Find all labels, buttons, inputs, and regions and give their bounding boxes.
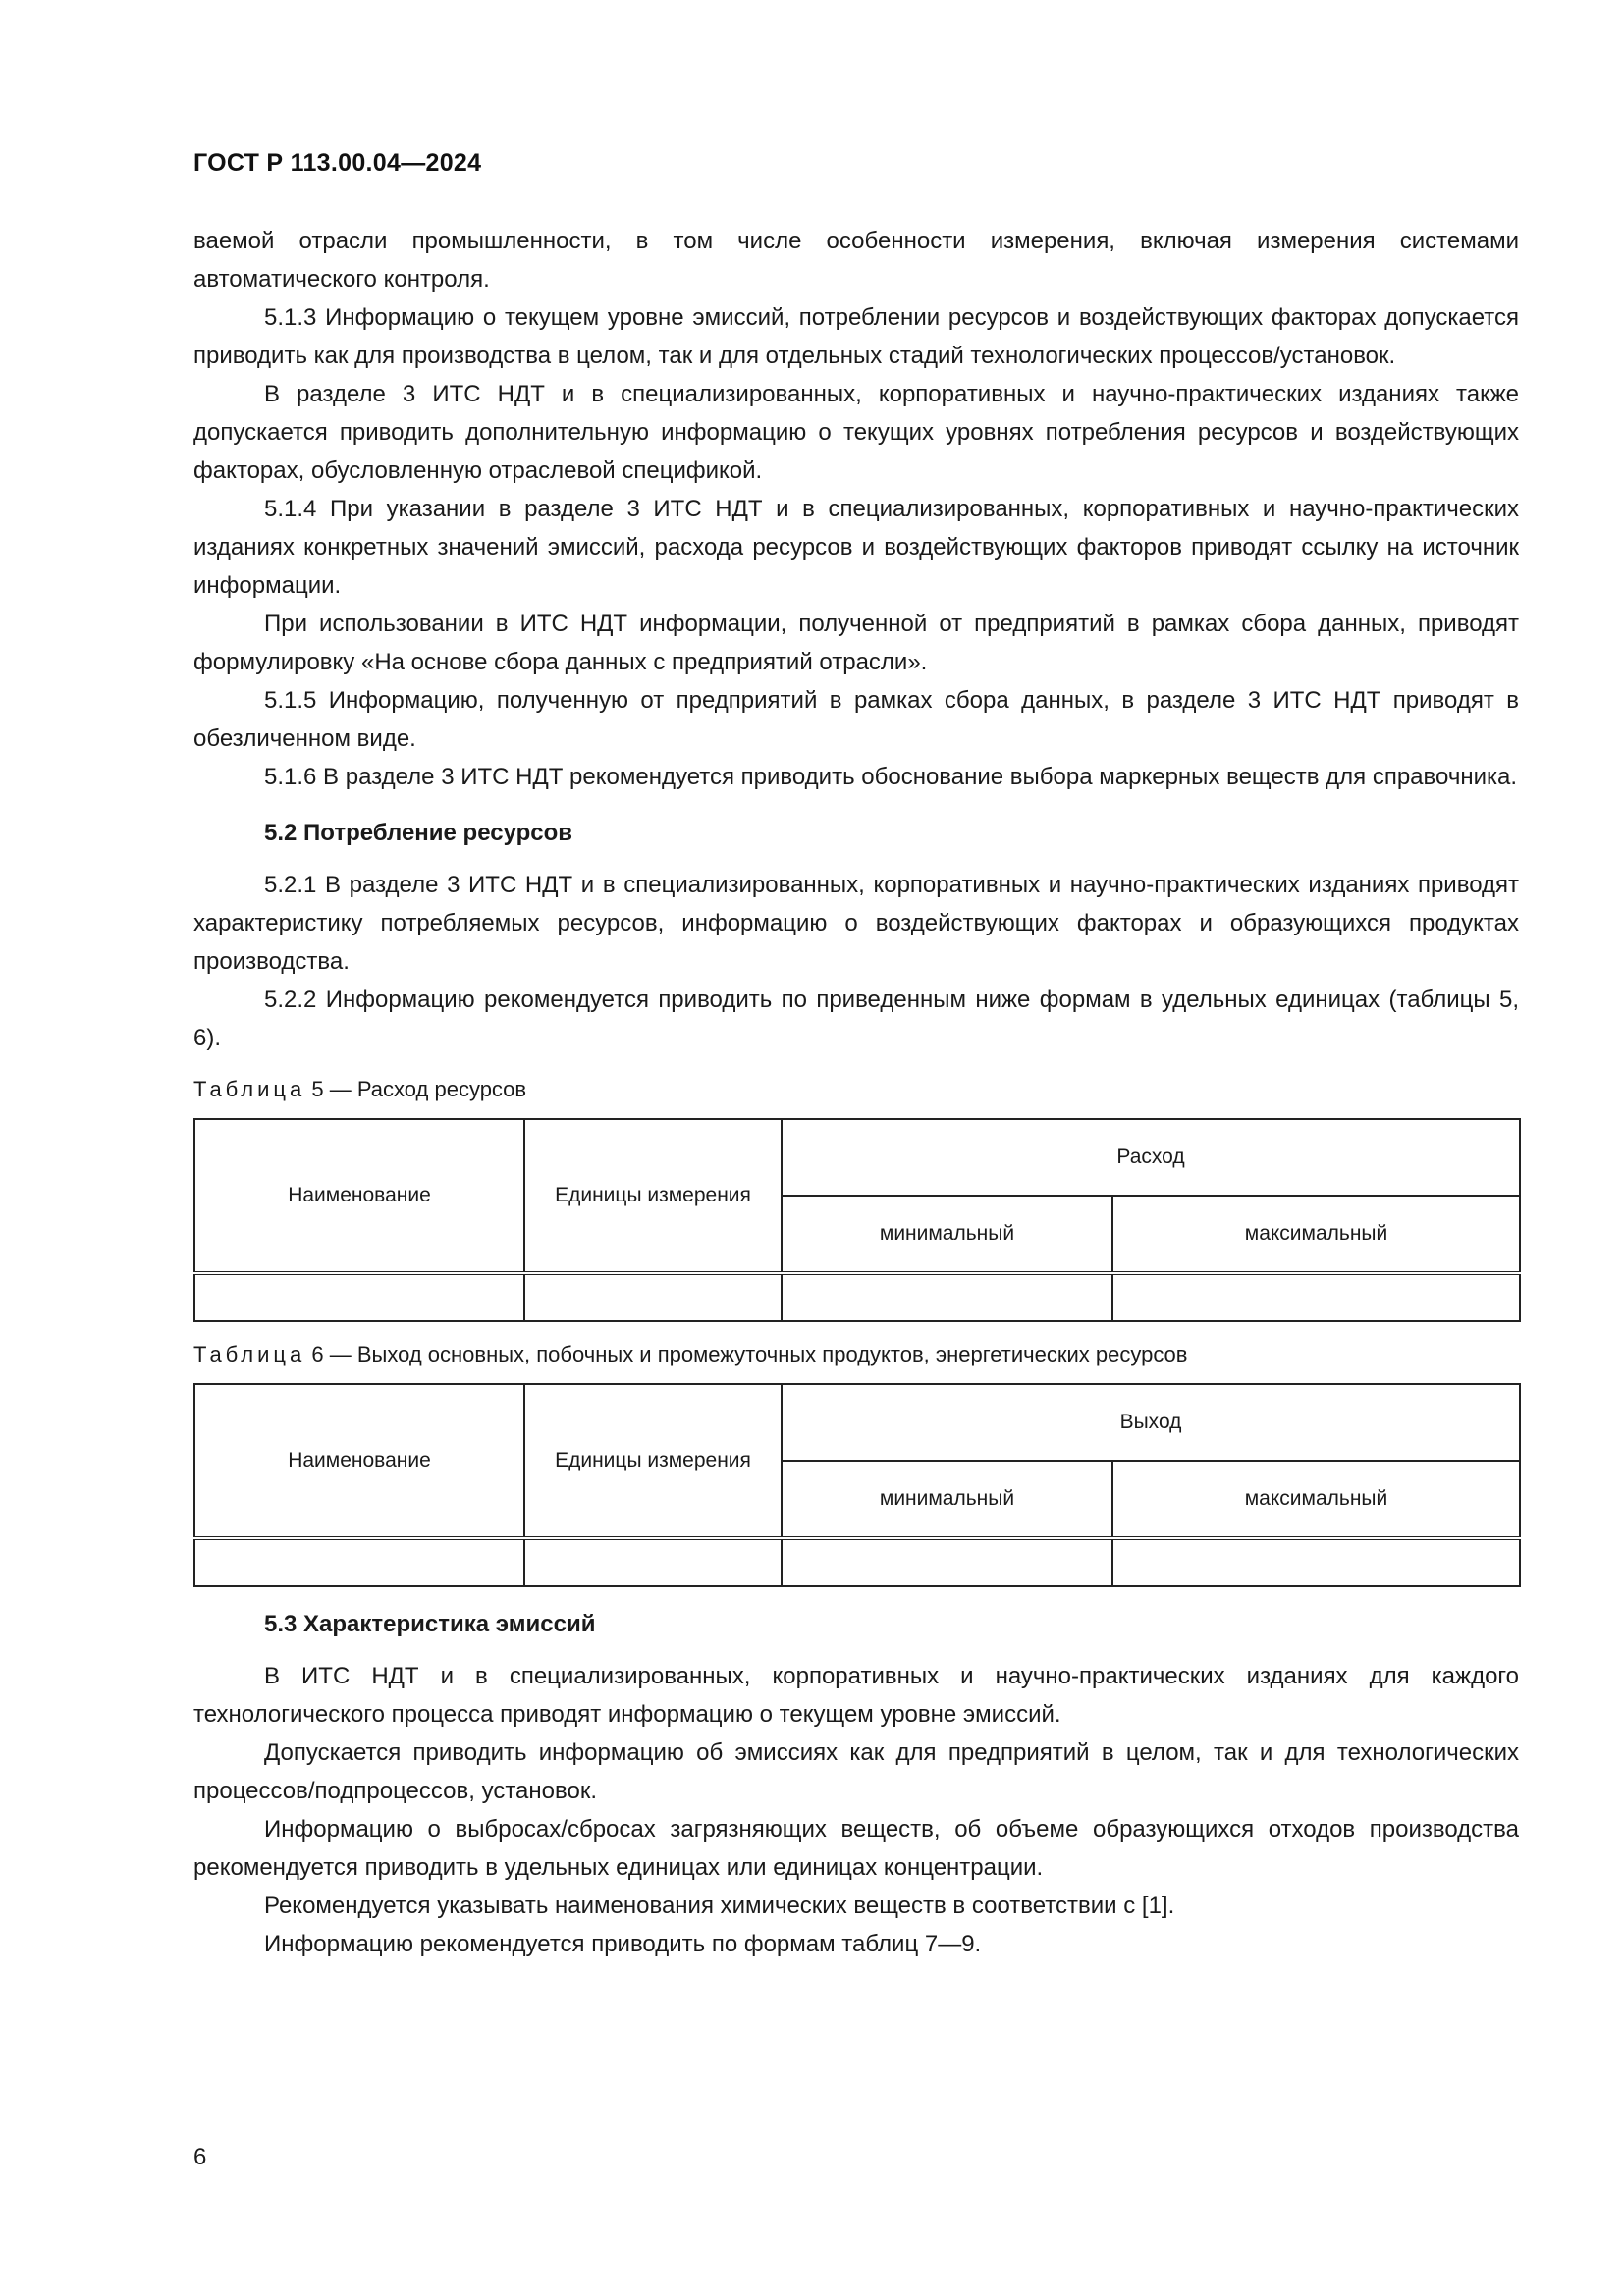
table-6-caption [193,1340,1519,1369]
paragraph-5-3-2: Допускается приводить информацию об эмиссиях как для предприятий в целом, так и для технологических процессов/подпроцессов, установок. [193,1739,1519,1804]
paragraph-5-1-3: 5.1.3 Информацию о текущем уровне эмиссий, потреблении ресурсов и воздействующих факторах допускается приводить как для производства в целом, так и для отдельных стадий технологических процессов/установок. [193,304,1519,369]
paragraph-5-3-5: Информацию рекомендуется приводить по формам таблиц 7—9. [264,1931,982,1957]
paragraph-5-3-1: В ИТС НДТ и в специализированных, корпоративных и научно-практических изданиях для каждого технологического процесса приводят информацию о текущем уровне эмиссий. [193,1663,1519,1728]
paragraph-5-2-1: 5.2.1 В разделе 3 ИТС НДТ и в специализированных, корпоративных и научно-практических изданиях приводят характеристику потребляемых ресурсов, информацию о воздействующих факторах и образующихся продуктах производства. [193,872,1519,975]
table-5-cell [1112,1273,1520,1321]
table-5-caption-prefix: Таблица [193,1077,306,1101]
table-5-caption [193,1075,1519,1104]
table-6-header-units: Единицы измерения [524,1384,782,1538]
paragraph-5-1-6: 5.1.6 В разделе 3 ИТС НДТ рекомендуется приводить обоснование выбора маркерных веществ для справочника. [264,764,1518,790]
table-5-cell [524,1273,782,1321]
table-5-header-name: Наименование [194,1119,524,1273]
table-6-cell [524,1538,782,1586]
paragraph-5-3-4: Рекомендуется указывать наименования химических веществ в соответствии с [1]. [264,1893,1175,1919]
table-5-header-units: Единицы измерения [524,1119,782,1273]
paragraph-5-1-4: 5.1.4 При указании в разделе 3 ИТС НДТ и в специализированных, корпоративных и научно-практических изданиях конкретных значений эмиссий, расхода ресурсов и воздействующих факторов приводят ссылку на источник информации. [193,496,1519,599]
table-6-caption-prefix: Таблица [193,1342,306,1366]
table-6-cell [1112,1538,1520,1586]
table-6 [193,1383,1521,1587]
table-row [194,1273,1520,1321]
paragraph-5-3-3: Информацию о выбросах/сбросах загрязняющих веществ, об объеме образующихся отходов производства рекомендуется приводить в удельных единицах или единицах концентрации. [193,1816,1519,1881]
table-5-header-group: Расход [782,1119,1520,1196]
table-6-cell [194,1538,524,1586]
table-6-caption-title: 6 — Выход основных, побочных и промежуточных продуктов, энергетических ресурсов [305,1342,1188,1366]
paragraph-data-collection: При использовании в ИТС НДТ информации, полученной от предприятий в рамках сбора данных, приводят формулировку «На основе сбора данных с предприятий отрасли». [193,611,1519,675]
table-5-header-max: максимальный [1112,1196,1520,1273]
table-6-header-name: Наименование [194,1384,524,1538]
paragraph-5-1-5: 5.1.5 Информацию, полученную от предприятий в рамках сбора данных, в разделе 3 ИТС НДТ приводят в обезличенном виде. [193,687,1519,752]
table-6-header-group: Выход [782,1384,1520,1461]
section-title-5-3: 5.3 Характеристика эмиссий [264,1611,596,1637]
page-content [193,222,1519,1963]
table-5-header-min: минимальный [782,1196,1112,1273]
section-title-5-2: 5.2 Потребление ресурсов [264,820,573,846]
table-6-cell [782,1538,1112,1586]
table-6-header-min: минимальный [782,1461,1112,1538]
table-5 [193,1118,1521,1322]
table-5-cell [194,1273,524,1321]
paragraph-continuation: ваемой отрасли промышленности, в том числе особенности измерения, включая измерения системами автоматического контроля. [193,228,1519,293]
table-5-cell [782,1273,1112,1321]
table-row [194,1538,1520,1586]
standard-header: ГОСТ Р 113.00.04—2024 [193,149,482,177]
table-6-header-max: максимальный [1112,1461,1520,1538]
page-number: 6 [193,2144,207,2170]
table-5-caption-title: 5 — Расход ресурсов [305,1077,527,1101]
paragraph-section3-additional: В разделе 3 ИТС НДТ и в специализированных, корпоративных и научно-практических изданиях также допускается приводить дополнительную информацию о текущих уровнях потребления ресурсов и воздействующих факторах, обусловленную отраслевой спецификой. [193,381,1519,484]
paragraph-5-2-2: 5.2.2 Информацию рекомендуется приводить по приведенным ниже формам в удельных единицах (таблицы 5, 6). [193,987,1519,1051]
